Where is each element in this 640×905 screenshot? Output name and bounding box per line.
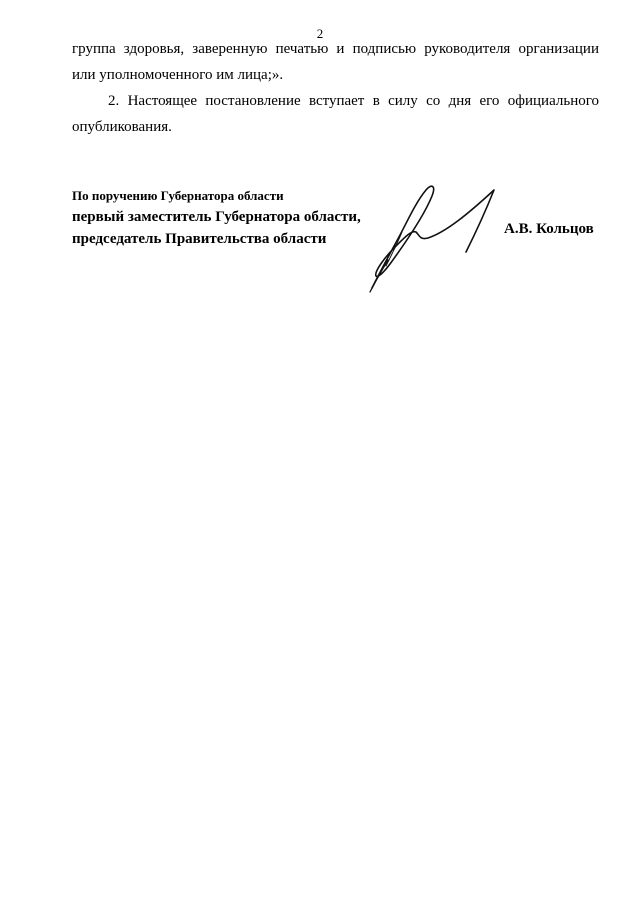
signer-name: А.В. Кольцов <box>504 221 594 237</box>
paragraph-continuation <box>72 36 599 88</box>
paragraph-effective-date <box>72 88 599 140</box>
page-number: 2 <box>316 26 324 41</box>
signer-position-line-2: председатель Правительства области <box>72 231 327 247</box>
handwritten-signature-icon <box>362 180 512 295</box>
paragraph-1-line-1: группа здоровья, заверенную печатью и подписью руководителя организации <box>72 41 599 57</box>
signer-position-line-1: первый заместитель Губернатора области, <box>72 209 361 225</box>
signer-authority: По поручению Губернатора области <box>72 188 284 203</box>
signature-block <box>72 186 361 250</box>
paragraph-1-line-2: или уполномоченного им лица;». <box>72 67 284 83</box>
paragraph-2-line-1: 2. Настоящее постановление вступает в силу со дня его официального <box>108 93 599 109</box>
paragraph-2-line-2: опубликования. <box>72 119 172 135</box>
